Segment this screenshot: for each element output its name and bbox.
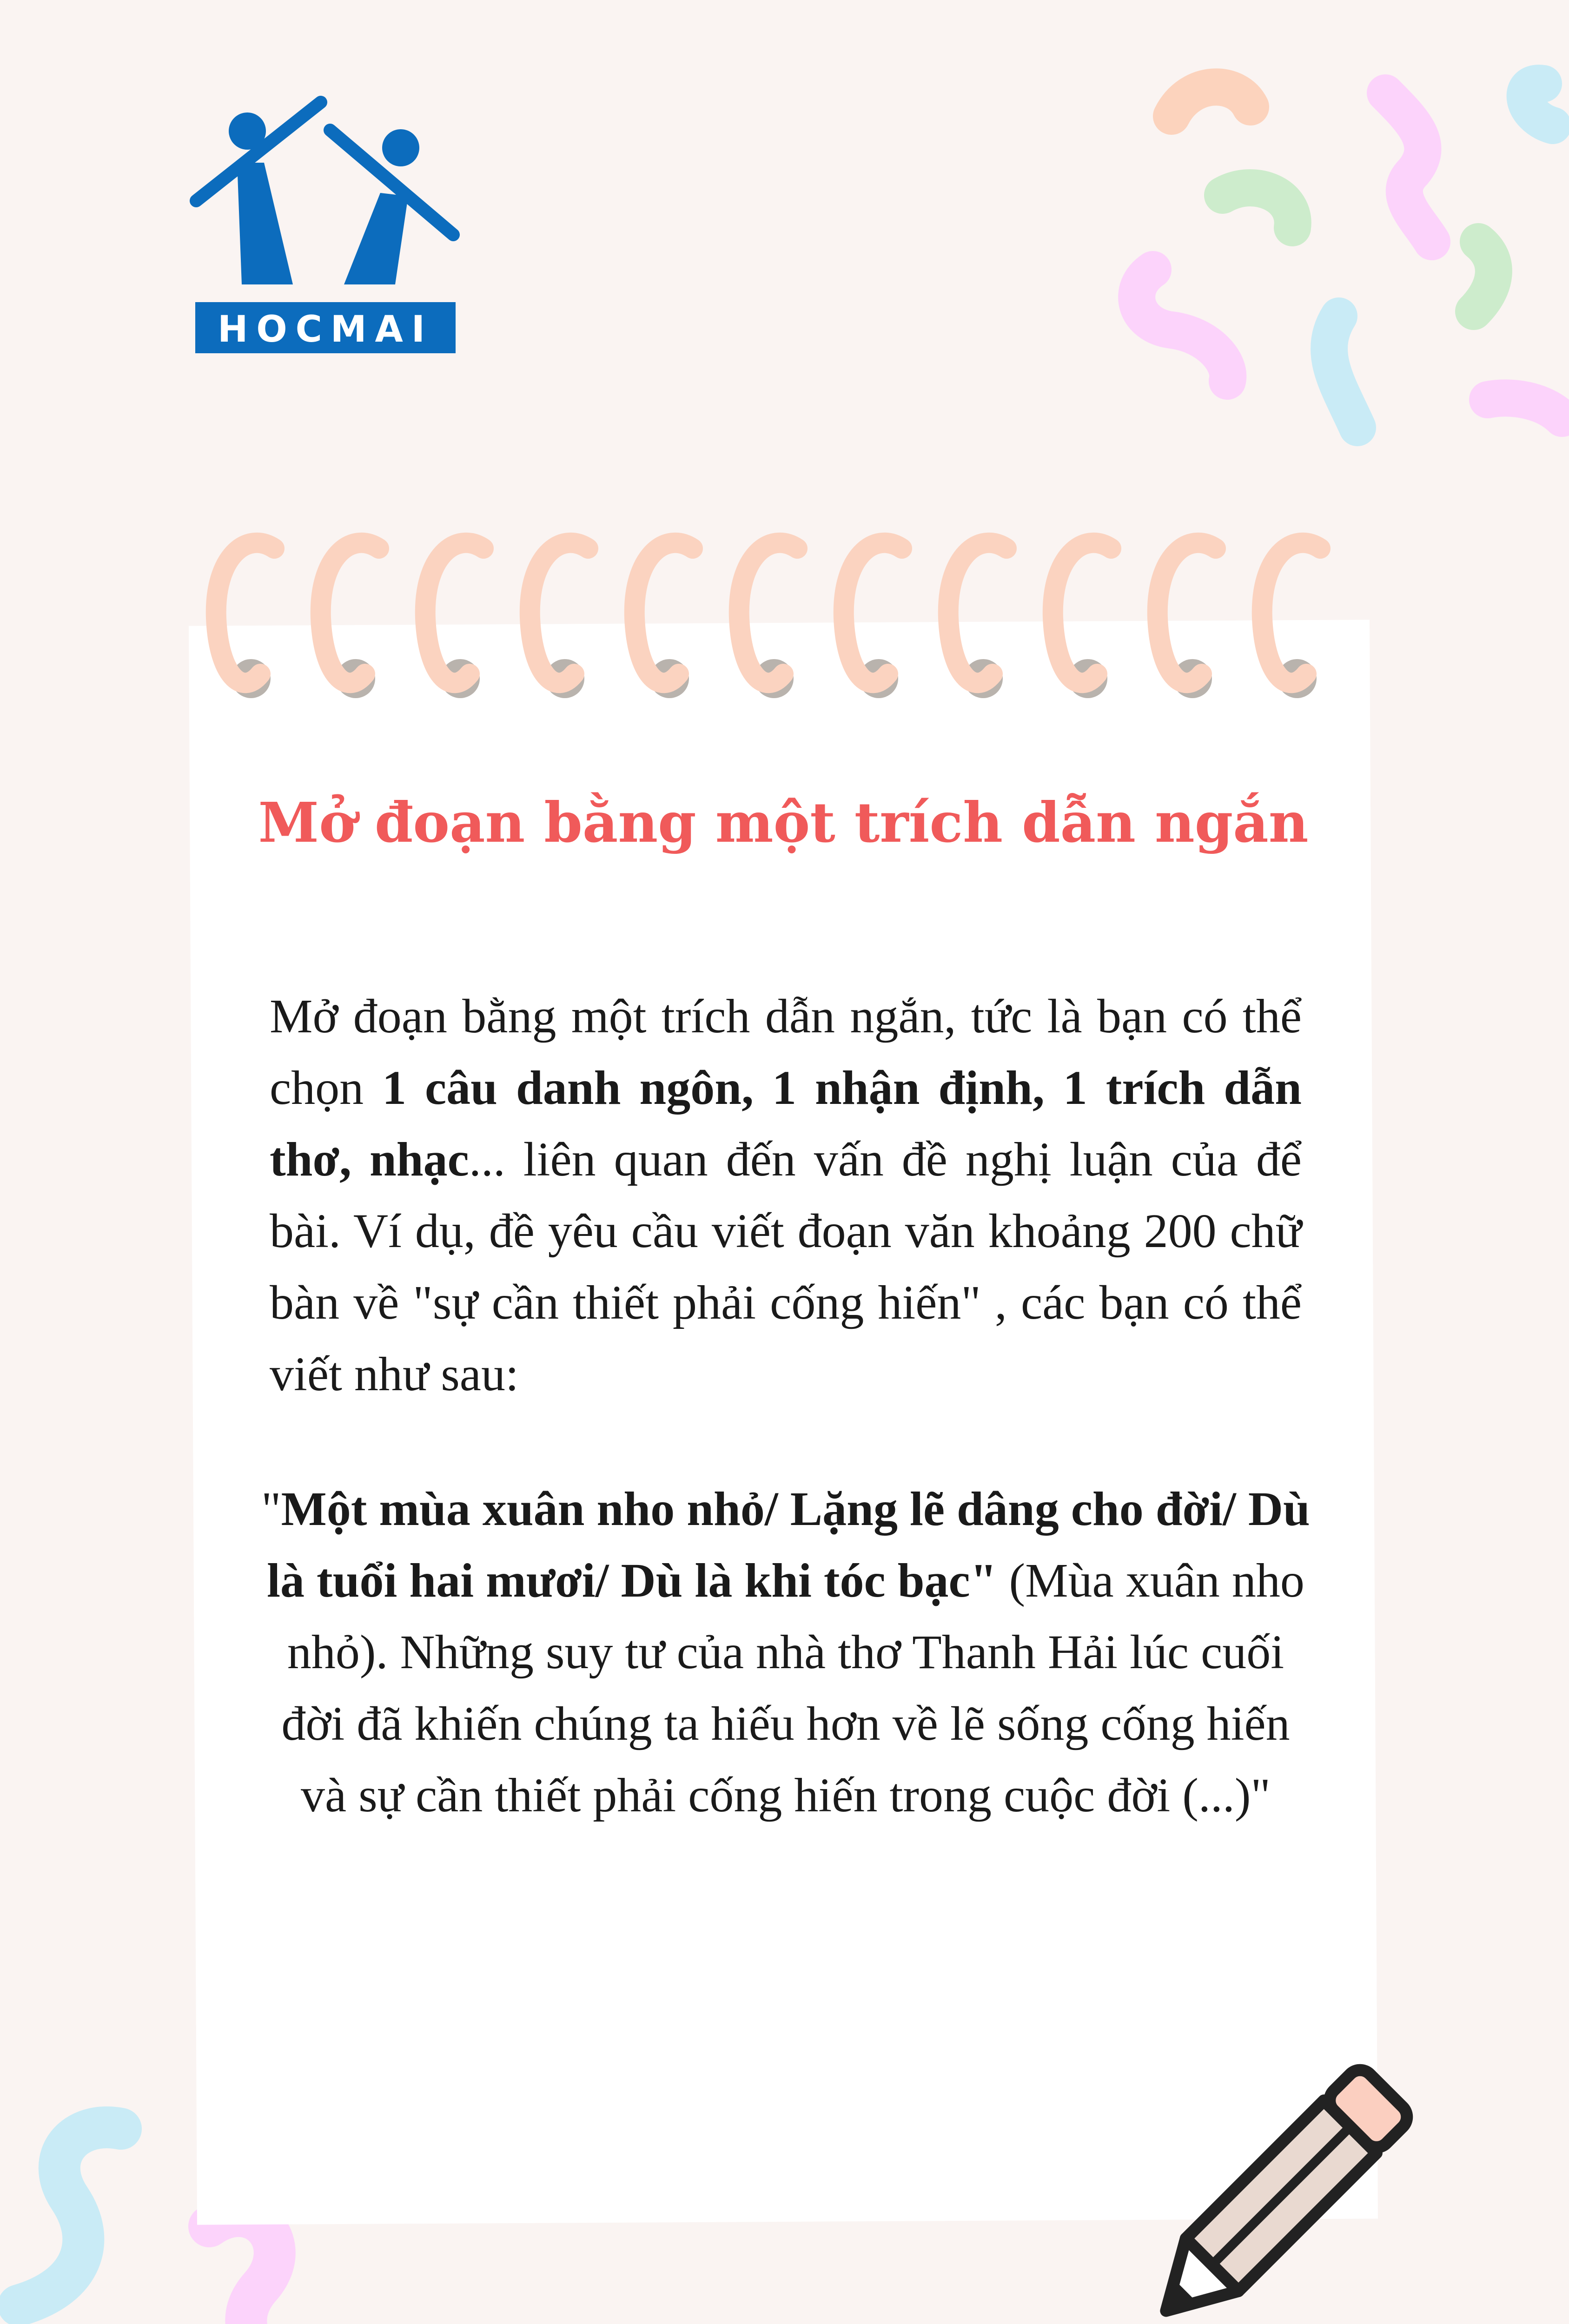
para-bold: 1 câu danh ngôn, 1 nhận định, 1 trích dẫn thơ, nhạc	[270, 1061, 1302, 1186]
pencil-icon	[1125, 2027, 1450, 2324]
page-title: Mở đoạn bằng một trích dẫn ngắn	[258, 790, 1309, 855]
hocmai-logo	[186, 93, 465, 358]
note-paper	[189, 620, 1378, 2225]
example-quote	[260, 1473, 1311, 1831]
quote-bold: Một mùa xuân nho nhỏ/ Lặng lẽ dâng cho đời/ Dù là tuổi hai mươi/ Dù là khi tóc bạc"	[267, 1482, 1310, 1607]
para-intro: Mở đoạn bằng một trích dẫn ngắn, tức là bạn có thể chọn	[270, 990, 1302, 1115]
spiral-binding	[177, 521, 1385, 716]
para-rest: ... liên quan đến vấn đề nghị luận của để bài. Ví dụ, đề yêu cầu viết đoạn văn khoảng 200 chữ bàn về "sự cần thiết phải cống hiến" , các bạn có thể viết như sau:	[270, 1133, 1302, 1401]
quote-rest: (Mùa xuân nho nhỏ). Những suy tư của nhà thơ Thanh Hải lúc cuối đời đã khiến chúng ta hiếu hơn về lẽ sống cống hiến và sự cần thiết phải cống hiến trong cuộc đời (...)"	[281, 1554, 1304, 1822]
intro-paragraph	[270, 981, 1302, 1410]
quote-open: "	[261, 1482, 281, 1536]
logo-text: HOCMAI	[218, 309, 433, 350]
